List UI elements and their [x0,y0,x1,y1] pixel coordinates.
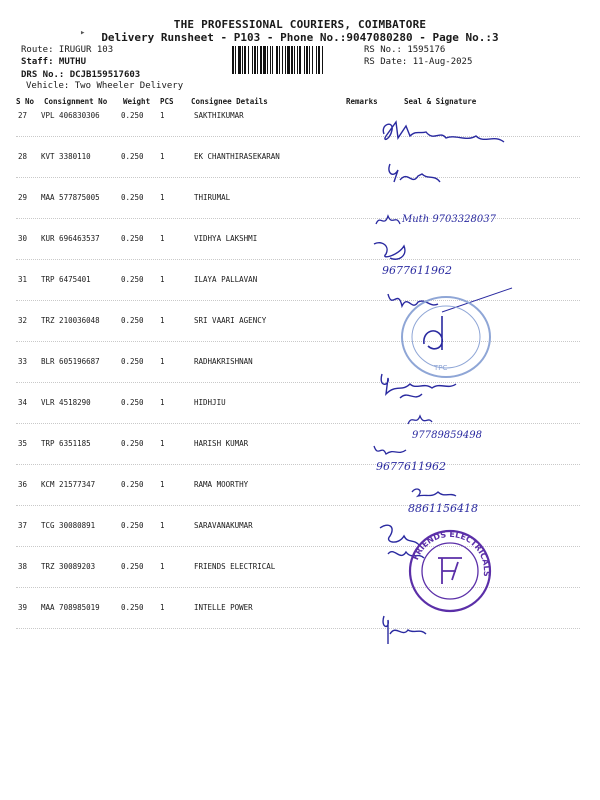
row-consignee: SARAVANAKUMAR [194,521,253,530]
row-pcs: 1 [160,398,165,407]
barcode-bar [235,46,236,74]
row-weight: 0.250 [121,152,144,161]
barcode-bar [260,46,262,74]
signature-row-33 [376,368,496,406]
barcode-bar [285,46,286,74]
barcode-bar [263,46,266,74]
rs-date: RS Date: 11-Aug-2025 [364,57,473,67]
row-sno: 39 [18,603,28,612]
row-consignee: EK CHANTHIRASEKARAN [194,152,280,161]
row-weight: 0.250 [121,521,144,530]
row-sno: 38 [18,562,28,571]
col-pcs: PCS [160,97,174,106]
row-pcs: 1 [160,357,165,366]
signature-row-27 [376,112,526,160]
barcode-bar [294,46,295,74]
signature-row-39 [376,610,436,650]
row-sno: 36 [18,480,28,489]
col-remarks: Remarks [346,97,378,106]
row-consignee: SAKTHIKUMAR [194,111,244,120]
row-weight: 0.250 [121,439,144,448]
row-sno: 32 [18,316,28,325]
row-sno: 31 [18,275,28,284]
row-consignment: KVT 3380110 [41,152,91,161]
stamp-32-text: TPC [434,364,448,372]
row-consignee: HIDHJIU [194,398,226,407]
row-pcs: 1 [160,152,165,161]
stamp-38-text: FRIENDS ELECTRICALS [411,529,492,577]
barcode-bar [248,46,249,74]
row-consignment: KCM 21577347 [41,480,96,489]
row-pcs: 1 [160,316,165,325]
company-title: THE PROFESSIONAL COURIERS, COIMBATORE [173,18,427,31]
runsheet-subtitle: Delivery Runsheet - P103 - Phone No.:9047080280 - Page No.:3 [101,31,499,44]
route-label: Route: IRUGUR 103 [21,45,114,55]
col-weight: Weight [123,97,151,106]
handwriting-sig-36: 8861156418 [408,502,478,515]
row-consignment: TRP 6475401 [41,275,91,284]
row-pcs: 1 [160,603,165,612]
signature-row-29 [372,208,522,232]
row-sno: 29 [18,193,28,202]
barcode-bar [312,46,313,74]
row-divider [16,177,580,178]
row-pcs: 1 [160,562,165,571]
row-weight: 0.250 [121,603,144,612]
barcode [232,46,356,74]
row-consignment: TCG 30080891 [41,521,96,530]
signature-row-28 [384,156,454,196]
signature-row-36 [406,482,536,518]
row-weight: 0.250 [121,357,144,366]
row-pcs: 1 [160,111,165,120]
row-pcs: 1 [160,193,165,202]
barcode-bar [257,46,258,74]
barcode-bar [242,46,243,74]
col-sno: S No [16,97,35,106]
row-divider [16,587,580,588]
row-consignment: BLR 605196687 [41,357,100,366]
row-weight: 0.250 [121,316,144,325]
row-consignment: VPL 406830306 [41,111,100,120]
barcode-bar [316,46,317,74]
barcode-bar [297,46,298,74]
row-weight: 0.250 [121,111,144,120]
row-sno: 27 [18,111,28,120]
barcode-bar [279,46,280,74]
row-pcs: 1 [160,439,165,448]
barcode-bar [306,46,308,74]
row-consignment: KUR 696463537 [41,234,100,243]
barcode-bar [299,46,301,74]
row-divider [16,464,580,465]
barcode-bar [252,46,253,74]
row-consignee: SRI VAARI AGENCY [194,316,267,325]
drs-number: DRS No.: DCJB159517603 [21,70,141,80]
col-consignment: Consignment No [44,97,108,106]
vehicle-label: Vehicle: Two Wheeler Delivery [26,81,184,91]
row-pcs: 1 [160,275,165,284]
row-consignee: INTELLE POWER [194,603,253,612]
row-sno: 34 [18,398,28,407]
barcode-bar [270,46,271,74]
barcode-bar [304,46,305,74]
row-consignment: TRZ 30089203 [41,562,96,571]
signature-row-30 [368,236,498,280]
row-consignee: THIRUMAL [194,193,231,202]
barcode-bar [254,46,256,74]
handwriting-sig-29: Muth 9703328037 [402,214,496,225]
row-pcs: 1 [160,234,165,243]
barcode-bar [276,46,278,74]
row-weight: 0.250 [121,480,144,489]
barcode-bar [267,46,268,74]
row-consignee: RAMA MOORTHY [194,480,249,489]
barcode-bar [318,46,320,74]
barcode-bar [232,46,234,74]
row-pcs: 1 [160,480,165,489]
row-consignee: HARISH KUMAR [194,439,249,448]
col-consignee: Consignee Details [191,97,268,106]
signature-row-35 [368,440,488,476]
arrow-marker: ▸ [80,28,86,38]
rs-number: RS No.: 1595176 [364,45,446,55]
row-consignee: ILAYA PALLAVAN [194,275,258,284]
row-consignee: FRIENDS ELECTRICAL [194,562,276,571]
row-sno: 37 [18,521,28,530]
row-weight: 0.250 [121,193,144,202]
company-stamp-friends-electricals [406,528,494,614]
barcode-bar [244,46,246,74]
row-consignment: MAA 577875005 [41,193,100,202]
row-sno: 35 [18,439,28,448]
row-weight: 0.250 [121,275,144,284]
row-consignment: TRP 6351185 [41,439,91,448]
barcode-bar [287,46,290,74]
staff-label: Staff: MUTHU [21,57,87,67]
row-consignment: TRZ 210036048 [41,316,100,325]
row-pcs: 1 [160,521,165,530]
row-sno: 30 [18,234,28,243]
row-weight: 0.250 [121,562,144,571]
row-consignee: VIDHYA LAKSHMI [194,234,258,243]
barcode-bar [322,46,323,74]
barcode-bar [238,46,241,74]
row-sno: 28 [18,152,28,161]
signature-row-34 [404,408,524,442]
col-seal-signature: Seal & Signature [404,97,477,106]
handwriting-sig-30: 9677611962 [382,264,452,277]
row-consignment: MAA 708985019 [41,603,100,612]
row-sno: 33 [18,357,28,366]
row-divider [16,546,580,547]
row-consignee: RADHAKRISHNAN [194,357,253,366]
row-consignment: VLR 4518290 [41,398,91,407]
handwriting-sig-35: 9677611962 [376,460,446,473]
row-divider [16,628,580,629]
barcode-bar [282,46,283,74]
handwriting-sig-34: 97789859498 [412,430,482,441]
row-weight: 0.250 [121,234,144,243]
barcode-bar [291,46,293,74]
barcode-bar [309,46,310,74]
row-weight: 0.250 [121,398,144,407]
barcode-bar [272,46,273,74]
